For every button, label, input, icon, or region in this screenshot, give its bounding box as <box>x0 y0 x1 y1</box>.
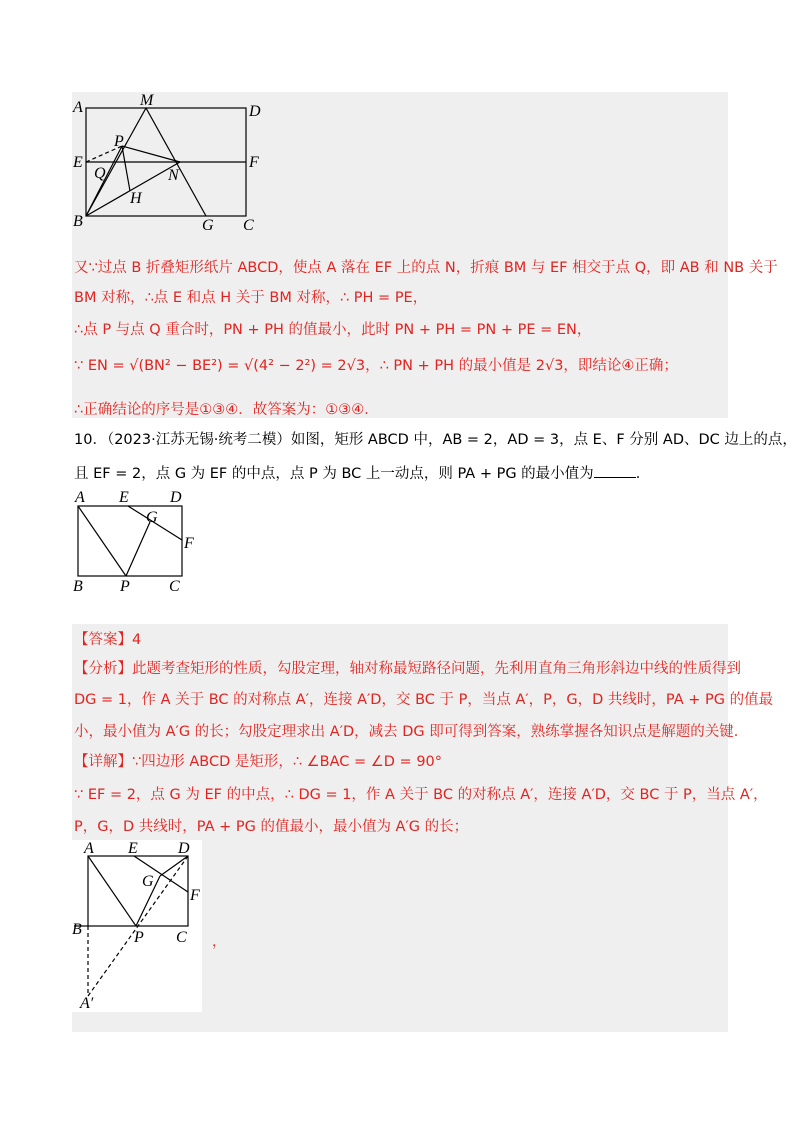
fig2-label-C: C <box>169 578 180 595</box>
detail-line-3: P，G，D 共线时，PA + PG 的值最小，最小值为 A′G 的长； <box>74 819 469 835</box>
answer-blank <box>594 463 636 478</box>
analysis-line-3: 小，最小值为 A′G 的长；勾股定理求出 A′D，减去 DG 即可得到答案，熟练掌握各知识点是解题的关键． <box>74 724 749 740</box>
fig3-label-A: A <box>84 840 94 857</box>
fig1-label-E: E <box>73 154 83 171</box>
prev-line-5: ∴正确结论的序号是①③④．故答案为：①③④． <box>74 402 379 418</box>
fig1-label-M: M <box>140 94 154 109</box>
fig1-label-B: B <box>73 213 83 230</box>
fig3-label-F: F <box>190 887 200 904</box>
figure-rectangle-fold <box>72 94 272 234</box>
fig2-label-G: G <box>146 509 158 526</box>
fig2-label-D: D <box>170 489 182 506</box>
question-10-line-1: 10．（2023·江苏无锡·统考二模）如图，矩形 ABCD 中，AB = 2，AD = 3，点 E、F 分别 AD、DC 边上的点， <box>74 432 797 448</box>
detail-line-1: 【详解】∵四边形 ABCD 是矩形，∴ ∠BAC = ∠D = 90° <box>74 754 443 770</box>
analysis-line-2: DG = 1，作 A 关于 BC 的对称点 A′，连接 A′D，交 BC 于 P，当点 A′，P，G，D 共线时，PA + PG 的值最 <box>74 692 774 708</box>
fig2-label-A: A <box>75 489 85 506</box>
question-10-line-2 <box>74 463 650 484</box>
figure-question-rectangle <box>70 486 210 596</box>
prev-line-1: 又∵过点 B 折叠矩形纸片 ABCD，使点 A 落在 EF 上的点 N，折痕 BM 与 EF 相交于点 Q，即 AB 和 NB 关于 <box>74 260 778 276</box>
fig1-label-P: P <box>114 133 124 150</box>
answer-label: 【答案】4 <box>74 632 142 648</box>
fig1-label-N: N <box>168 167 179 184</box>
fig3-label-D: D <box>178 840 190 857</box>
fig1-label-C: C <box>243 217 254 234</box>
fig1-label-Q: Q <box>94 165 106 182</box>
fig2-label-F: F <box>184 535 194 552</box>
fig3-label-C: C <box>176 929 187 946</box>
prev-line-3: ∴点 P 与点 Q 重合时，PN + PH 的值最小，此时 PN + PH = PN + PE = EN， <box>74 322 592 338</box>
prev-line-2: BM 对称，∴点 E 和点 H 关于 BM 对称，∴ PH = PE， <box>74 290 428 306</box>
fig3-label-A-prime: A′ <box>80 995 94 1012</box>
fig1-label-D: D <box>249 103 261 120</box>
fig3-label-E: E <box>128 840 138 857</box>
analysis-line-1: 【分析】此题考查矩形的性质，勾股定理，轴对称最短路径问题，先利用直角三角形斜边中线的性质得到 <box>74 661 741 677</box>
prev-line-4: ∵ EN = √(BN² − BE²) = √(4² − 2²) = 2√3，∴ PN + PH 的最小值是 2√3，即结论④正确； <box>74 358 678 374</box>
figure-answer-reflection <box>72 840 202 1012</box>
question-10-end: ． <box>635 466 651 482</box>
fig3-label-G: G <box>142 873 154 890</box>
fig2-label-E: E <box>119 489 129 506</box>
fig1-label-G: G <box>202 217 214 234</box>
fig1-label-A: A <box>73 99 83 116</box>
fig3-label-P: P <box>134 929 144 946</box>
fig2-label-B: B <box>73 578 83 595</box>
question-10-text: 且 EF = 2，点 G 为 EF 的中点，点 P 为 BC 上一动点，则 PA + PG 的最小值为 <box>74 466 594 482</box>
fig1-label-H: H <box>130 190 142 207</box>
fig2-label-P: P <box>120 578 130 595</box>
detail-line-2: ∵ EF = 2，点 G 为 EF 的中点，∴ DG = 1，作 A 关于 BC 的对称点 A′，连接 A′D，交 BC 于 P，当点 A′， <box>74 787 768 803</box>
figure3-trailing-comma: ， <box>212 934 227 950</box>
fig3-label-B: B <box>72 921 82 938</box>
fig1-label-F: F <box>249 154 259 171</box>
